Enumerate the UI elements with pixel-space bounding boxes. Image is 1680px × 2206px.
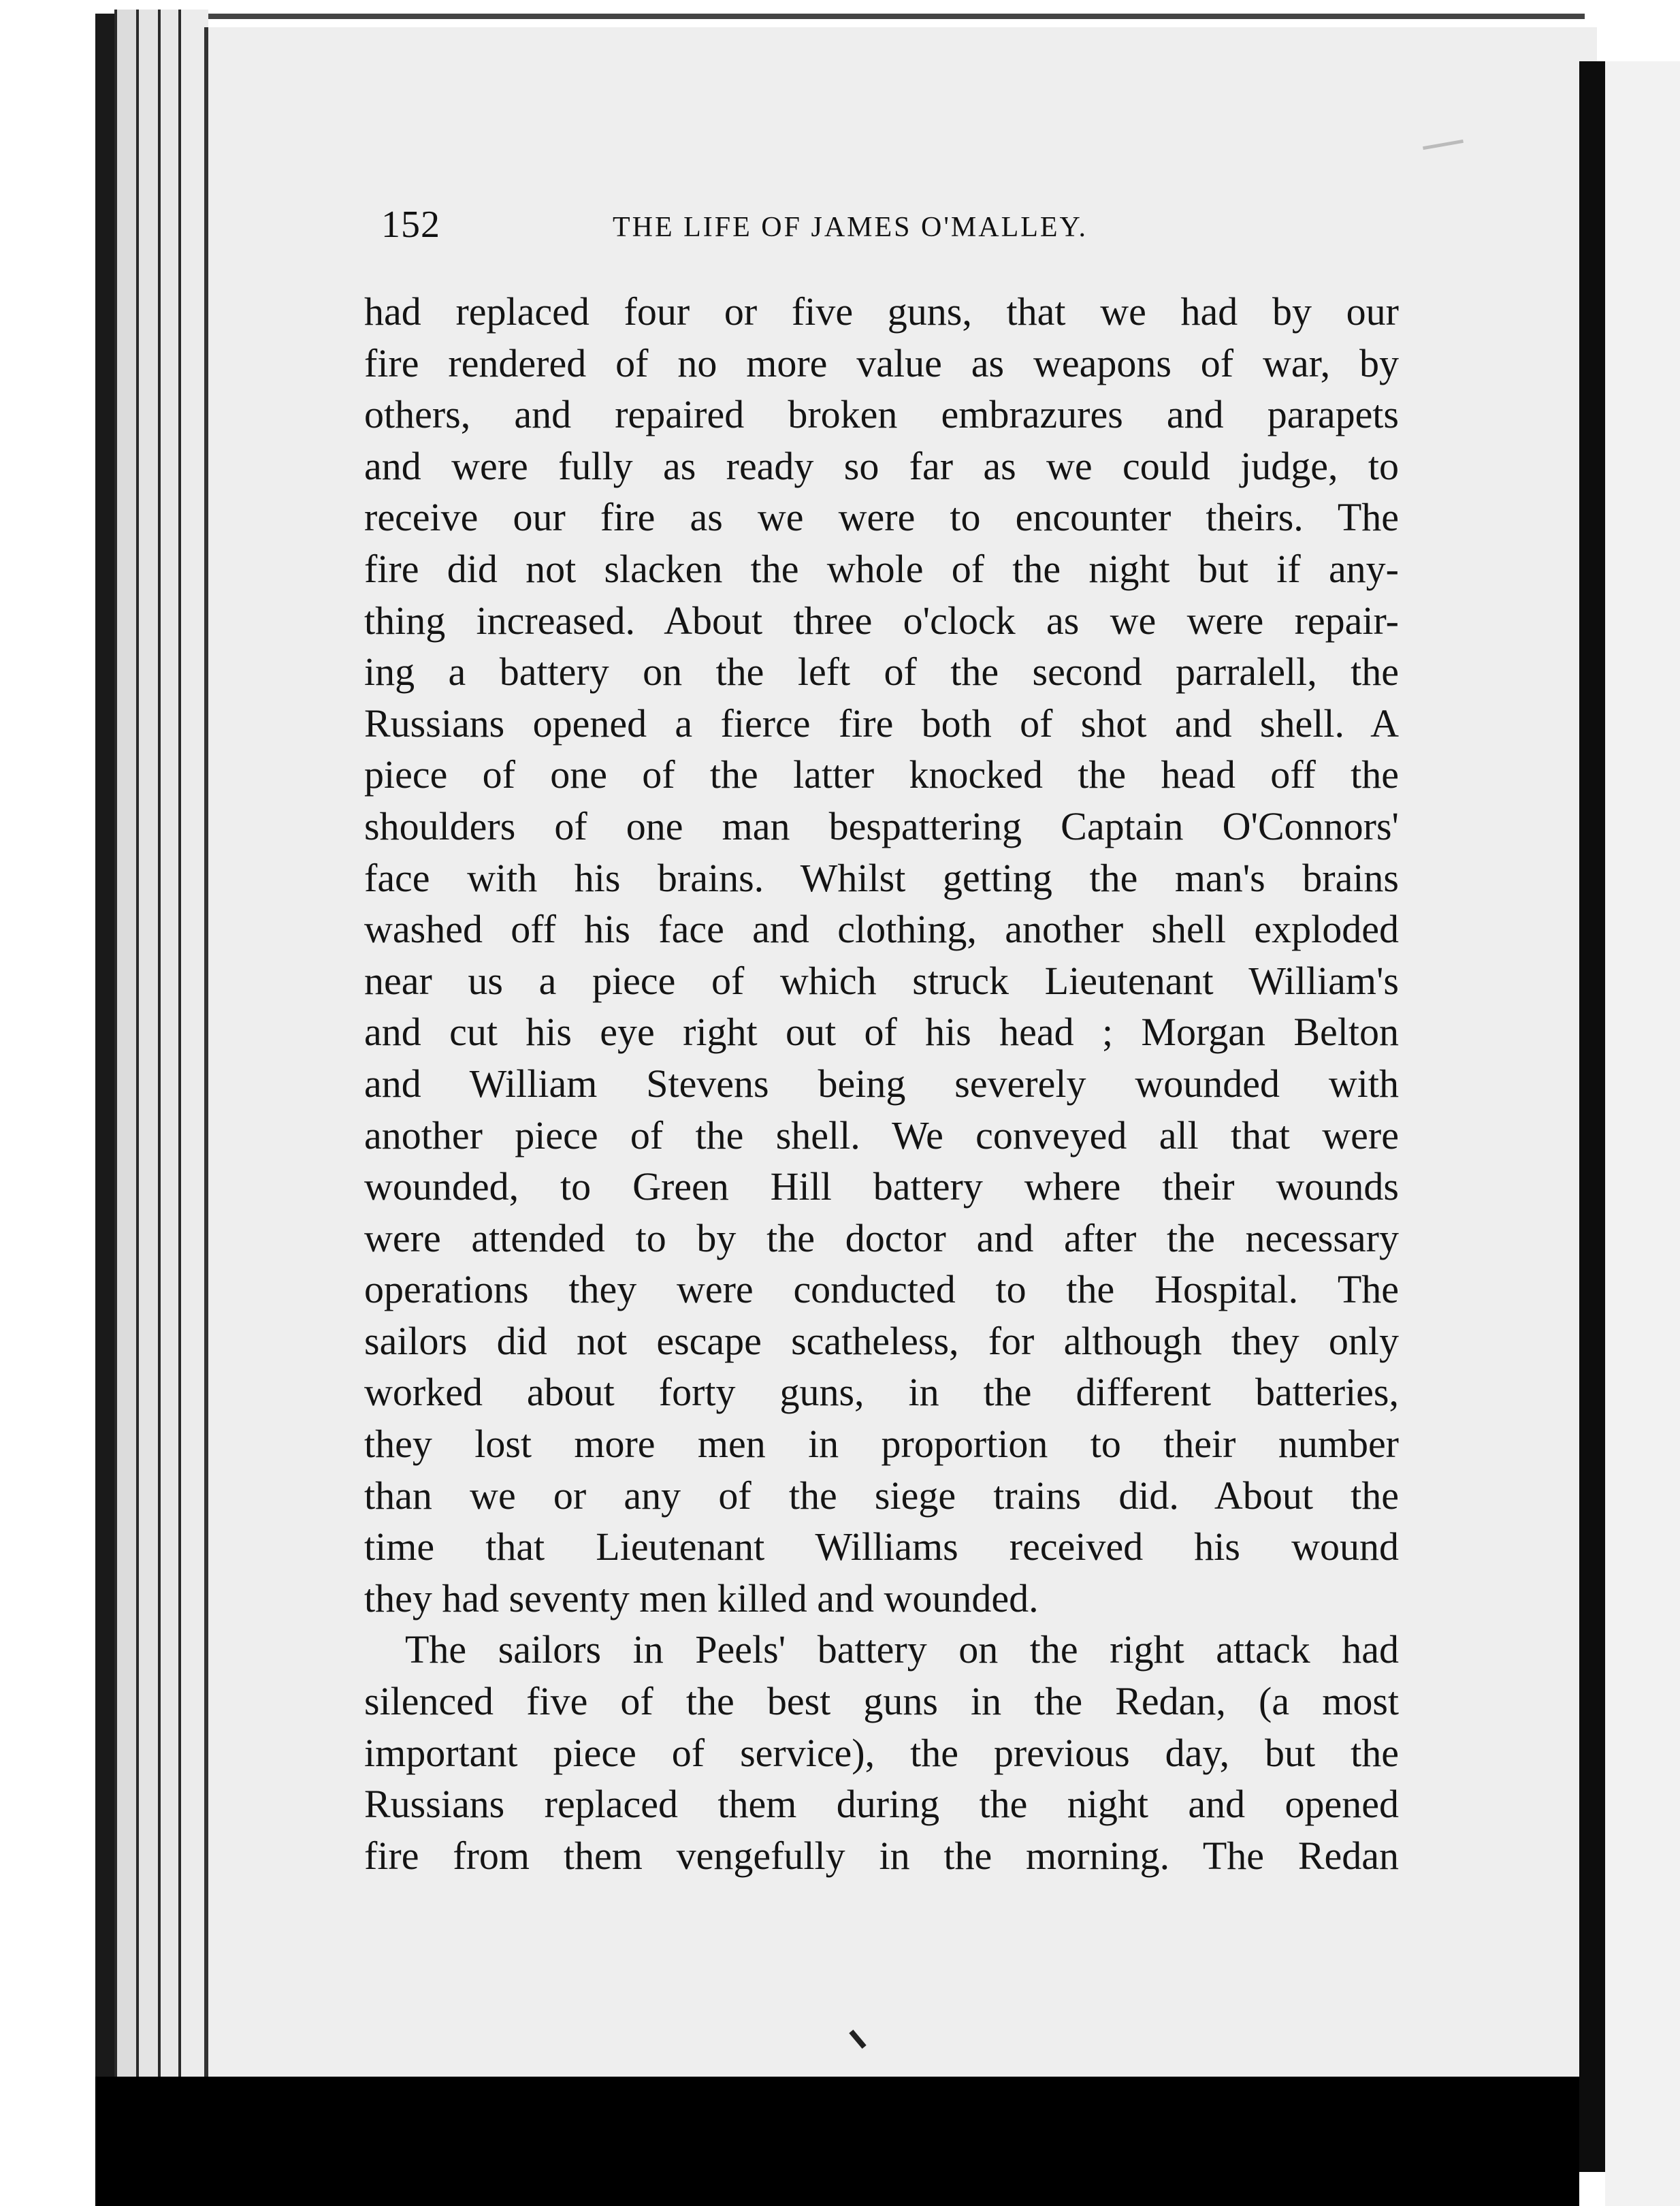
text-line: sailors did not escape scatheless, for although they only bbox=[364, 1318, 1399, 1363]
text-line: and cut his eye right out of his head ; Morgan Belton bbox=[364, 1010, 1399, 1055]
text-line: operations they were conducted to the Hospital. The bbox=[364, 1267, 1399, 1312]
text-line: another piece of the shell. We conveyed all that were bbox=[364, 1113, 1399, 1157]
text-line: wounded, to Green Hill battery where their wounds bbox=[364, 1164, 1399, 1209]
text-line: silenced five of the best guns in the Redan, (a most bbox=[364, 1679, 1399, 1724]
text-line: important piece of service), the previous day, but the bbox=[364, 1730, 1399, 1775]
text-line: piece of one of the latter knocked the head off the bbox=[364, 752, 1399, 797]
facing-page bbox=[1605, 61, 1680, 2206]
text-line: washed off his face and clothing, another shell exploded bbox=[364, 907, 1399, 952]
text-line: fire rendered of no more value as weapons of war, by bbox=[364, 340, 1399, 385]
text-line: fire from them vengefully in the morning. The Redan bbox=[364, 1833, 1399, 1878]
text-line: receive our fire as we were to encounter theirs. The bbox=[364, 495, 1399, 540]
text-line: others, and repaired broken embrazures and parapets bbox=[364, 392, 1399, 437]
text-line: worked about forty guns, in the different batteries, bbox=[364, 1370, 1399, 1415]
text-line: near us a piece of which struck Lieutenant William's bbox=[364, 958, 1399, 1003]
text-line: face with his brains. Whilst getting the man's brains bbox=[364, 855, 1399, 900]
body-text bbox=[364, 286, 1399, 1881]
text-line: shoulders of one man bespattering Captain O'Connors' bbox=[364, 803, 1399, 848]
text-line: Russians opened a fierce fire both of shot and shell. A bbox=[364, 701, 1399, 746]
text-line: had replaced four or five guns, that we had by our bbox=[364, 289, 1399, 334]
page-number: 152 bbox=[381, 204, 440, 246]
text-line: time that Lieutenant Williams received his wound bbox=[364, 1524, 1399, 1569]
text-line: than we or any of the siege trains did. About the bbox=[364, 1473, 1399, 1518]
text-line: Russians replaced them during the night and opened bbox=[364, 1782, 1399, 1827]
text-line: and William Stevens being severely wounded with bbox=[364, 1061, 1399, 1106]
text-line: The sailors in Peels' battery on the right attack had bbox=[405, 1627, 1399, 1672]
facing-page-gutter bbox=[1579, 61, 1606, 2172]
book-spine-edge bbox=[95, 14, 116, 2097]
text-line: and were fully as ready so far as we could judge, to bbox=[364, 443, 1399, 488]
text-line: they lost more men in proportion to their number bbox=[364, 1422, 1399, 1467]
book-top-edge bbox=[114, 14, 1585, 19]
text-line: ing a battery on the left of the second parralell, the bbox=[364, 650, 1399, 694]
text-line: were attended to by the doctor and after the necessary bbox=[364, 1215, 1399, 1260]
running-title: THE LIFE OF JAMES O'MALLEY. bbox=[613, 212, 1088, 243]
running-head bbox=[381, 203, 1198, 251]
text-line: thing increased. About three o'clock as we were repair- bbox=[364, 598, 1399, 643]
scan-bottom-border bbox=[95, 2077, 1579, 2206]
text-line: they had seventy men killed and wounded. bbox=[364, 1576, 1039, 1620]
text-line: fire did not slacken the whole of the night but if any- bbox=[364, 546, 1399, 591]
